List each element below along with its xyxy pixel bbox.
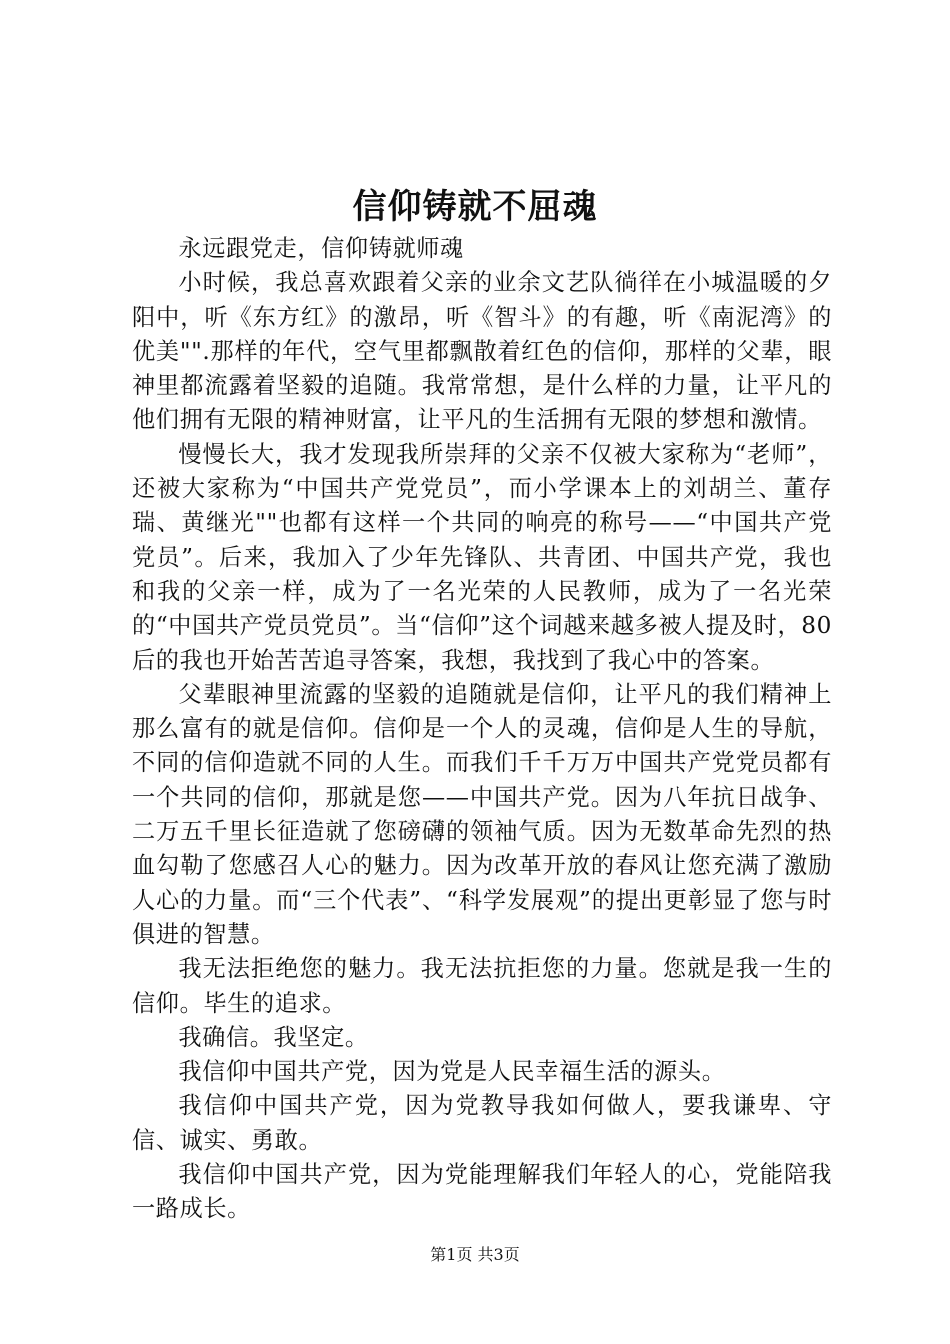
paragraph-subtitle: 永远跟党走，信仰铸就师魂 xyxy=(178,235,464,262)
paragraph: 慢慢长大，我才发现我所崇拜的父亲不仅被大家称为“老师”，还被大家称为“中国共产党党员”，而小学课本上的刘胡兰、董存瑞、黄继光""也都有这样一个共同的响亮的称号——“中国共产党党员”。后来，我加入了少年先锋队、共青团、中国共产党，我也和我的父亲一样，成为了一名光荣的人民教师，成为了一名光荣的“中国共产党员党员”。当“信仰”这个词越来越多被人提及时，80后的我也开始苦苦追寻答案，我想，我找到了我心中的答案。 xyxy=(132,440,832,674)
page-footer: 第1页 共3页 xyxy=(430,1245,520,1264)
paragraph: 小时候，我总喜欢跟着父亲的业余文艺队徜徉在小城温暖的夕阳中，听《东方红》的激昂，听《智斗》的有趣，听《南泥湾》的优美"".那样的年代，空气里都飘散着红色的信仰，那样的父辈，眼神里都流露着坚毅的追随。我常常想，是什么样的力量，让平凡的他们拥有无限的精神财富，让平凡的生活拥有无限的梦想和激情。 xyxy=(132,269,832,434)
paragraph: 我无法拒绝您的魅力。我无法抗拒您的力量。您就是我一生的信仰。毕生的追求。 xyxy=(132,955,832,1017)
document-title: 信仰铸就不屈魂 xyxy=(352,187,598,227)
paragraph: 我信仰中国共产党，因为党是人民幸福生活的源头。 xyxy=(178,1058,726,1086)
document-body xyxy=(132,232,832,1227)
paragraph: 我确信。我坚定。 xyxy=(178,1023,369,1051)
paragraph: 我信仰中国共产党，因为党教导我如何做人，要我谦卑、守信、诚实、勇敢。 xyxy=(132,1092,832,1154)
paragraph: 我信仰中国共产党，因为党能理解我们年轻人的心，党能陪我一路成长。 xyxy=(132,1161,832,1223)
paragraph: 父辈眼神里流露的坚毅的追随就是信仰，让平凡的我们精神上那么富有的就是信仰。信仰是一个人的灵魂，信仰是人生的导航，不同的信仰造就不同的人生。而我们千千万万中国共产党党员都有一个共同的信仰，那就是您——中国共产党。因为八年抗日战争、二万五千里长征造就了您磅礴的领袖气质。因为无数革命先烈的热血勾勒了您感召人心的魅力。因为改革开放的春风让您充满了激励人心的力量。而“三个代表”、“科学发展观”的提出更彰显了您与时俱进的智慧。 xyxy=(132,680,832,948)
